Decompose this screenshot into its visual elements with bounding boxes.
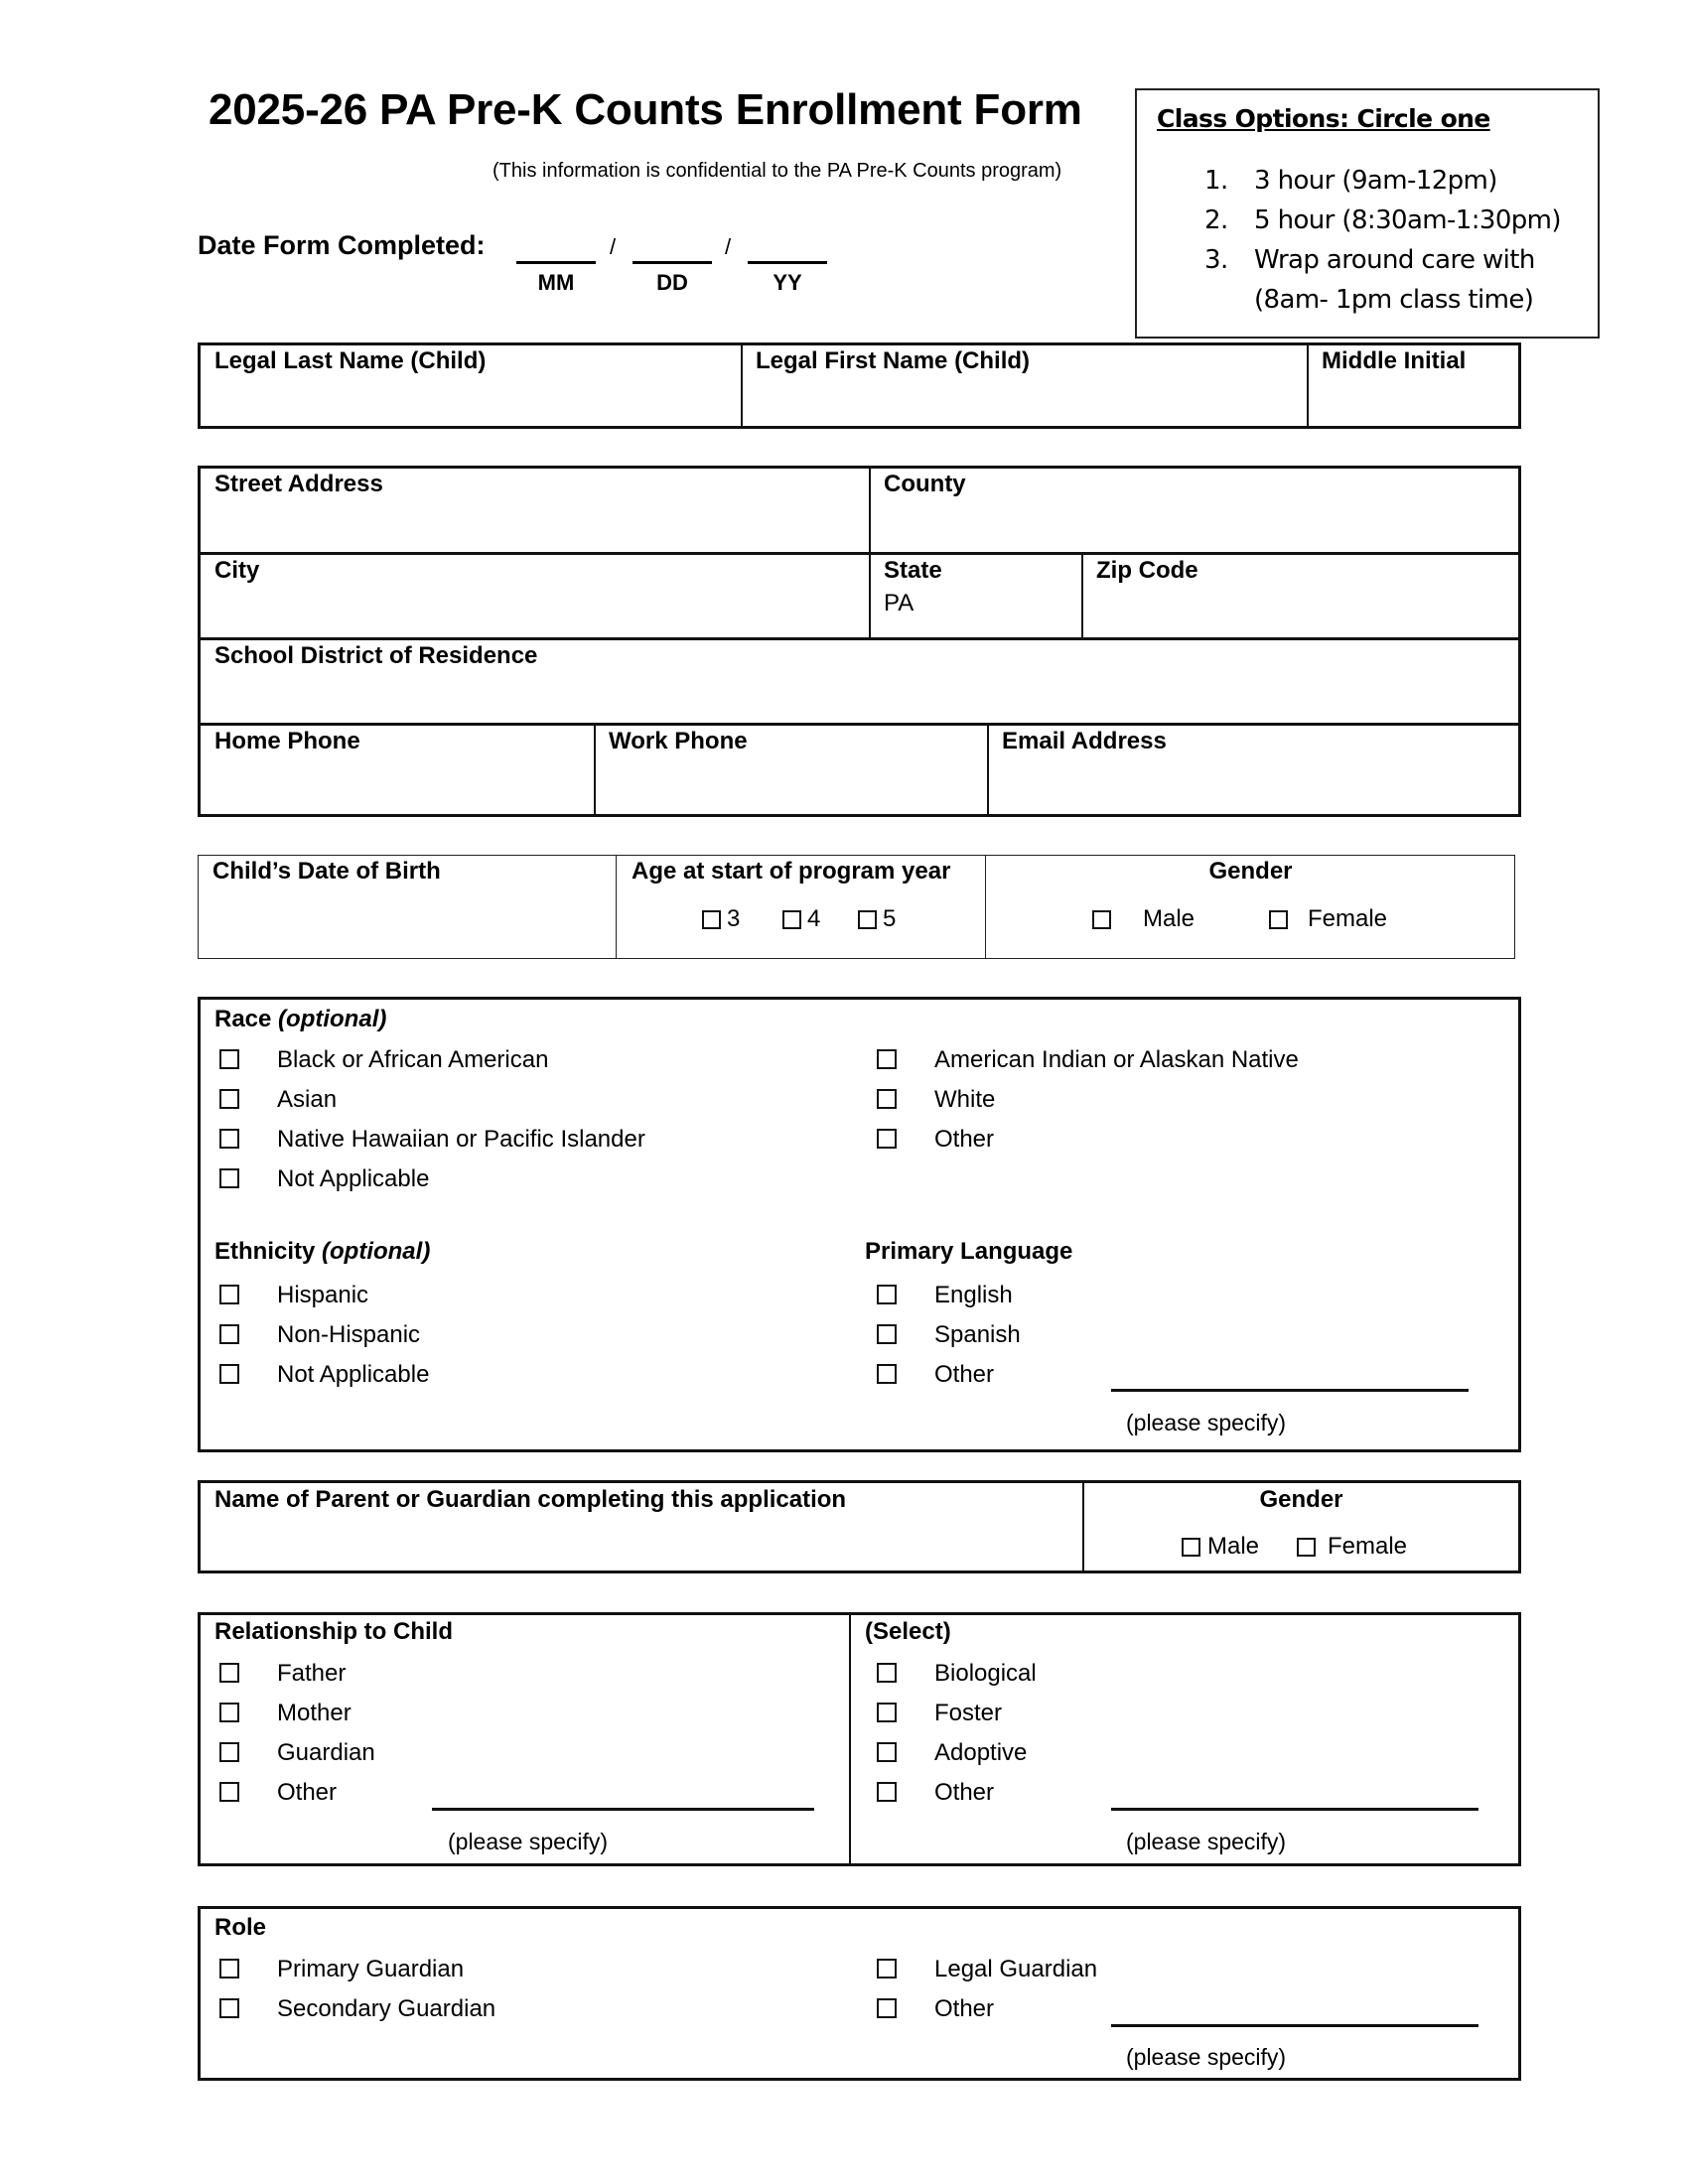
- checkbox-icon[interactable]: [219, 1129, 239, 1149]
- age-option-5[interactable]: [858, 905, 896, 933]
- checkbox-icon[interactable]: [877, 1285, 897, 1304]
- relationship-type-foster[interactable]: [877, 1700, 1003, 1726]
- option-label: Not Applicable: [277, 1165, 430, 1192]
- option-label: Legal Guardian: [934, 1956, 1098, 1982]
- role-option-secondary-guardian[interactable]: [219, 1995, 496, 2022]
- race-option-black[interactable]: [219, 1046, 549, 1073]
- age-option-4[interactable]: [782, 905, 820, 933]
- checkbox-icon[interactable]: [877, 1364, 897, 1384]
- checkbox-icon[interactable]: [877, 1782, 897, 1802]
- child-gender-label: Gender: [1208, 858, 1293, 885]
- checkbox-icon[interactable]: [702, 910, 721, 929]
- school-district-field[interactable]: [201, 640, 1518, 723]
- checkbox-icon[interactable]: [1182, 1538, 1200, 1557]
- parent-name-field[interactable]: [201, 1483, 1082, 1570]
- address-section: [198, 466, 1521, 817]
- race-optional-note: (optional): [278, 1006, 387, 1032]
- option-number: 3.: [1204, 245, 1228, 275]
- school-district-label: School District of Residence: [214, 642, 538, 669]
- relationship-option-father[interactable]: [219, 1660, 347, 1687]
- date-month-field[interactable]: [516, 261, 596, 264]
- language-other-specify-field[interactable]: [1111, 1389, 1469, 1392]
- primary-language-label: Primary Language: [865, 1238, 1073, 1265]
- option-label: Foster: [934, 1700, 1003, 1726]
- child-first-name-label: Legal First Name (Child): [756, 347, 1031, 374]
- option-number: 1.: [1204, 166, 1228, 196]
- checkbox-icon[interactable]: [219, 1049, 239, 1069]
- date-year-label: YY: [773, 270, 802, 295]
- zip-code-label: Zip Code: [1096, 557, 1198, 584]
- relationship-label: Relationship to Child: [214, 1618, 453, 1645]
- language-specify-label: (please specify): [1126, 1410, 1287, 1435]
- age-option-label: 4: [807, 905, 821, 932]
- language-option-spanish[interactable]: [877, 1321, 1021, 1348]
- class-option-wrap-around-time: [1157, 280, 1578, 320]
- checkbox-icon[interactable]: [877, 1089, 897, 1109]
- child-last-name-label: Legal Last Name (Child): [214, 347, 487, 374]
- parent-gender-female[interactable]: [1297, 1533, 1407, 1561]
- relationship-option-mother[interactable]: [219, 1700, 352, 1726]
- class-option-5-hour[interactable]: [1157, 201, 1578, 240]
- parent-gender-group: [1084, 1483, 1518, 1570]
- checkbox-icon[interactable]: [219, 1959, 239, 1979]
- checkbox-icon[interactable]: [1092, 910, 1111, 929]
- checkbox-icon[interactable]: [219, 1364, 239, 1384]
- option-label: Asian: [277, 1086, 338, 1113]
- checkbox-icon[interactable]: [858, 910, 877, 929]
- city-field[interactable]: [201, 555, 869, 637]
- relationship-specify-label: (please specify): [448, 1829, 609, 1854]
- option-label: Other: [934, 1995, 995, 2022]
- checkbox-icon[interactable]: [219, 1742, 239, 1762]
- gender-option-label: Male: [1207, 1533, 1260, 1560]
- checkbox-icon[interactable]: [877, 1742, 897, 1762]
- ethnicity-option-not-applicable[interactable]: [219, 1361, 430, 1388]
- option-label: Other: [934, 1126, 995, 1153]
- option-label: English: [934, 1282, 1013, 1308]
- relationship-other-specify-field[interactable]: [432, 1808, 814, 1811]
- option-label: Spanish: [934, 1321, 1021, 1348]
- checkbox-icon[interactable]: [782, 910, 801, 929]
- checkbox-icon[interactable]: [219, 1089, 239, 1109]
- checkbox-icon[interactable]: [877, 1959, 897, 1979]
- checkbox-icon[interactable]: [219, 1324, 239, 1344]
- relationship-type-specify-label: (please specify): [1126, 1829, 1287, 1854]
- date-day-label: DD: [656, 270, 688, 295]
- option-label: Secondary Guardian: [277, 1995, 496, 2022]
- option-label: Native Hawaiian or Pacific Islander: [277, 1126, 645, 1153]
- ethnicity-option-hispanic[interactable]: [219, 1282, 369, 1308]
- relationship-option-other[interactable]: [219, 1779, 338, 1806]
- date-year-field[interactable]: [748, 261, 827, 264]
- checkbox-icon[interactable]: [877, 1703, 897, 1722]
- child-middle-initial-label: Middle Initial: [1322, 347, 1467, 374]
- parent-name-label: Name of Parent or Guardian completing this application: [214, 1486, 847, 1513]
- divider: [985, 856, 986, 958]
- role-option-other[interactable]: [877, 1995, 995, 2022]
- class-options-box: [1135, 88, 1600, 339]
- gender-option-label: Male: [1143, 905, 1196, 932]
- email-address-field[interactable]: [989, 726, 1518, 814]
- child-last-name-field[interactable]: [201, 345, 741, 426]
- option-label: (8am- 1pm class time): [1254, 285, 1534, 315]
- confidential-note: (This information is confidential to the PA Pre-K Counts program): [492, 160, 1062, 182]
- option-label: Hispanic: [277, 1282, 369, 1308]
- home-phone-field[interactable]: [201, 726, 594, 814]
- age-option-label: 5: [883, 905, 897, 932]
- role-option-legal-guardian[interactable]: [877, 1956, 1098, 1982]
- option-label: Biological: [934, 1660, 1037, 1687]
- date-month-label: MM: [537, 270, 575, 295]
- child-gender-group: [987, 856, 1514, 958]
- option-label: Other: [934, 1779, 995, 1806]
- child-dob-label: Child’s Date of Birth: [212, 858, 441, 885]
- option-label: Not Applicable: [277, 1361, 430, 1388]
- race-option-native-hawaiian[interactable]: [219, 1126, 645, 1153]
- ethnicity-option-non-hispanic[interactable]: [219, 1321, 421, 1348]
- race-label-text: Race: [214, 1006, 272, 1032]
- checkbox-icon[interactable]: [219, 1663, 239, 1683]
- date-slash: /: [725, 234, 732, 259]
- divider: [849, 1615, 851, 1863]
- zip-code-field[interactable]: [1083, 555, 1518, 637]
- child-gender-female[interactable]: [1269, 905, 1387, 933]
- gender-option-label: Female: [1308, 905, 1388, 932]
- child-dob-field[interactable]: [199, 856, 616, 958]
- race-option-asian[interactable]: [219, 1086, 338, 1113]
- age-option-3[interactable]: [702, 905, 740, 933]
- date-slash: /: [610, 234, 617, 259]
- race-option-american-indian[interactable]: [877, 1046, 1299, 1073]
- option-label: Black or African American: [277, 1046, 549, 1073]
- checkbox-icon[interactable]: [877, 1049, 897, 1069]
- role-label: Role: [214, 1914, 267, 1941]
- demographics-section: [198, 997, 1521, 1452]
- date-day-field[interactable]: [633, 261, 712, 264]
- option-label: White: [934, 1086, 996, 1113]
- parent-gender-label: Gender: [1259, 1486, 1343, 1513]
- age-label: Age at start of program year: [632, 858, 951, 885]
- option-label: Other: [934, 1361, 995, 1388]
- option-label: Father: [277, 1660, 347, 1687]
- checkbox-icon[interactable]: [877, 1663, 897, 1683]
- county-field[interactable]: [871, 469, 1518, 552]
- ethnicity-label-text: Ethnicity: [214, 1238, 316, 1265]
- checkbox-icon[interactable]: [877, 1998, 897, 2018]
- parent-gender-male[interactable]: [1182, 1533, 1259, 1561]
- gender-option-label: Female: [1328, 1533, 1408, 1560]
- option-label: American Indian or Alaskan Native: [934, 1046, 1299, 1073]
- state-label: State: [884, 557, 942, 584]
- option-label: Mother: [277, 1700, 352, 1726]
- race-option-not-applicable[interactable]: [219, 1165, 430, 1192]
- role-option-primary-guardian[interactable]: [219, 1956, 465, 1982]
- role-other-specify-field[interactable]: [1111, 2024, 1478, 2027]
- state-value: PA: [884, 590, 914, 616]
- option-label: Guardian: [277, 1739, 375, 1766]
- option-label: Primary Guardian: [277, 1956, 465, 1982]
- child-gender-male[interactable]: [1092, 905, 1195, 933]
- relationship-type-other-specify-field[interactable]: [1111, 1808, 1478, 1811]
- race-option-other[interactable]: [877, 1126, 995, 1153]
- county-label: County: [884, 471, 966, 497]
- child-first-name-field[interactable]: [743, 345, 1307, 426]
- class-options-title: Class Options: Circle one: [1157, 104, 1490, 133]
- role-section: [198, 1906, 1521, 2081]
- checkbox-icon[interactable]: [219, 1998, 239, 2018]
- email-address-label: Email Address: [1002, 728, 1167, 754]
- option-label: Wrap around care with: [1254, 245, 1535, 275]
- date-completed-label: Date Form Completed:: [198, 230, 486, 260]
- option-label: Non-Hispanic: [277, 1321, 421, 1348]
- child-info-section: [198, 855, 1515, 959]
- race-label: [214, 1006, 386, 1033]
- class-options-list: [1157, 161, 1578, 320]
- child-name-section: [198, 342, 1521, 429]
- race-option-white[interactable]: [877, 1086, 996, 1113]
- relationship-type-other[interactable]: [877, 1779, 995, 1806]
- option-number: [1204, 280, 1254, 320]
- option-label: 3 hour (9am-12pm): [1254, 166, 1497, 196]
- relationship-section: [198, 1612, 1521, 1866]
- work-phone-label: Work Phone: [609, 728, 748, 754]
- child-middle-initial-field[interactable]: [1309, 345, 1518, 426]
- home-phone-label: Home Phone: [214, 728, 360, 754]
- ethnicity-optional-note: (optional): [322, 1238, 431, 1265]
- ethnicity-label: [214, 1238, 430, 1266]
- divider: [616, 856, 617, 958]
- option-number: 2.: [1204, 205, 1228, 235]
- checkbox-icon[interactable]: [1269, 910, 1288, 929]
- state-field[interactable]: [871, 555, 1081, 637]
- age-group: [618, 856, 985, 958]
- option-label: Adoptive: [934, 1739, 1028, 1766]
- relationship-option-guardian[interactable]: [219, 1739, 375, 1766]
- relationship-type-label: (Select): [865, 1618, 951, 1645]
- form-title: 2025-26 PA Pre-K Counts Enrollment Form: [209, 85, 1082, 134]
- relationship-type-biological[interactable]: [877, 1660, 1037, 1687]
- checkbox-icon[interactable]: [219, 1168, 239, 1188]
- checkbox-icon[interactable]: [219, 1703, 239, 1722]
- age-option-label: 3: [727, 905, 741, 932]
- checkbox-icon[interactable]: [1297, 1538, 1316, 1557]
- language-option-other[interactable]: [877, 1361, 995, 1388]
- option-label: Other: [277, 1779, 338, 1806]
- role-specify-label: (please specify): [1126, 2044, 1287, 2070]
- street-address-field[interactable]: [201, 469, 869, 552]
- class-option-3-hour[interactable]: [1157, 161, 1578, 201]
- language-option-english[interactable]: [877, 1282, 1013, 1308]
- class-option-wrap-around[interactable]: [1157, 240, 1578, 280]
- relationship-type-adoptive[interactable]: [877, 1739, 1028, 1766]
- street-address-label: Street Address: [214, 471, 383, 497]
- checkbox-icon[interactable]: [219, 1782, 239, 1802]
- checkbox-icon[interactable]: [877, 1324, 897, 1344]
- checkbox-icon[interactable]: [877, 1129, 897, 1149]
- city-label: City: [214, 557, 260, 584]
- option-label: 5 hour (8:30am-1:30pm): [1254, 205, 1561, 235]
- parent-section: [198, 1480, 1521, 1573]
- checkbox-icon[interactable]: [219, 1285, 239, 1304]
- work-phone-field[interactable]: [596, 726, 987, 814]
